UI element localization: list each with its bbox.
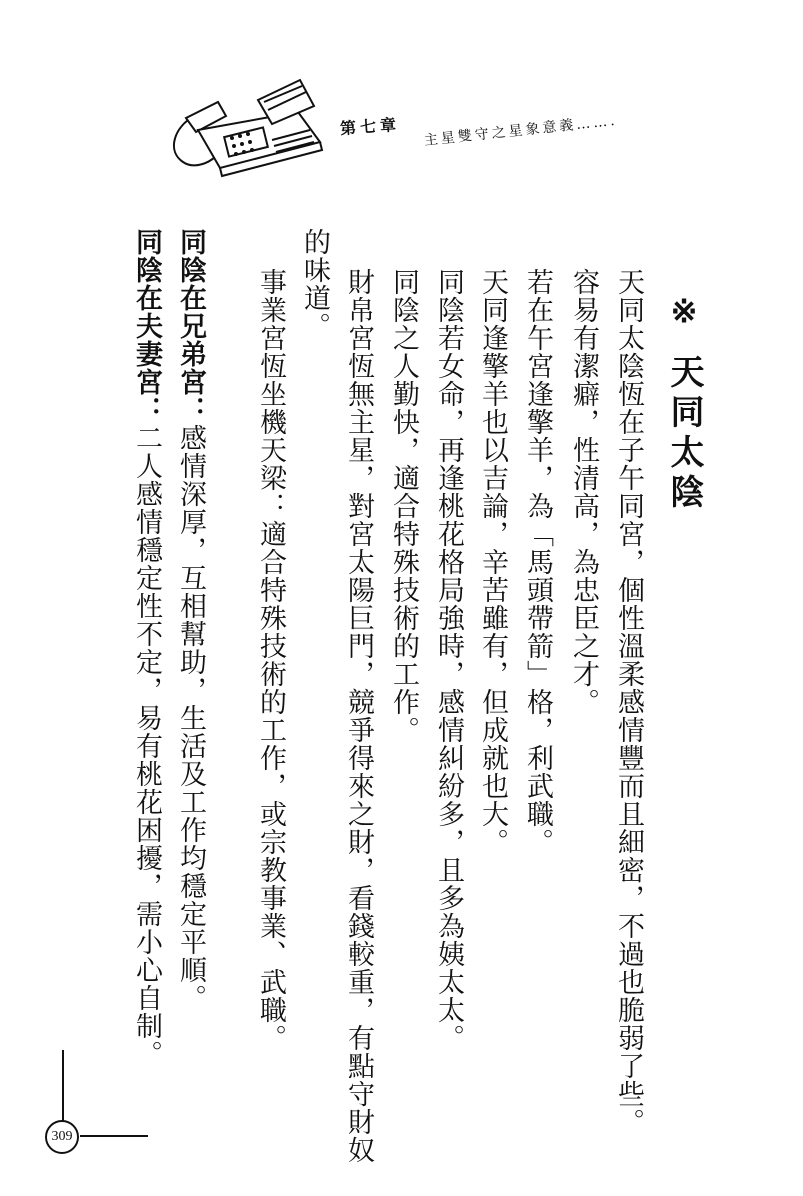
body-column: 同陰若女命，再逢桃花格局強時，感情糾紛多，且多為姨太太。 <box>433 268 464 1052</box>
body-column: 事業宮恆坐機天梁：適合特殊技術的工作，或宗教事業、武職。 <box>255 268 286 1052</box>
fax-machine-icon <box>168 72 328 180</box>
body-column: 容易有潔癖，性清高，為忠臣之才。 <box>568 268 599 716</box>
body-column: 同陰之人勤快，適合特殊技術的工作。 <box>388 268 419 744</box>
body-column: 天同逢擎羊也以吉論，辛苦雖有，但成就也大。 <box>477 268 508 856</box>
body-column: 財帛宮恆無主星，對宮太陽巨門，競爭得來之財，看錢較重，有點守財奴 <box>343 268 374 1164</box>
section-heading <box>664 292 704 514</box>
palace-label: 同陰在夫妻宮： <box>131 228 162 424</box>
reference-mark-icon: ※ <box>665 292 703 336</box>
palace-text: 感情深厚，互相幫助，生活及工作均穩定平順。 <box>175 424 206 1012</box>
page-rule-horizontal <box>80 1135 148 1137</box>
chapter-label: 第七章 <box>339 114 401 139</box>
chapter-title: 主星雙守之星象意義……. <box>423 112 619 149</box>
body-column: 的味道。 <box>299 228 330 340</box>
body-column: 天同太陰恆在子午同宮，個性溫柔感情豐而且細密，不過也脆弱了些。 <box>613 268 644 1136</box>
palace-text: 二人感情穩定性不定，易有桃花困擾，需小心自制。 <box>131 424 162 1068</box>
palace-label: 同陰在兄弟宮： <box>175 228 206 424</box>
palace-column <box>126 228 166 1068</box>
body-column: 若在午宮逢擎羊，為「馬頭帶箭」格，利武職。 <box>522 268 553 856</box>
palace-column <box>170 228 210 1012</box>
page-number: 309 <box>45 1120 79 1154</box>
section-title: 天同太陰 <box>664 354 704 514</box>
